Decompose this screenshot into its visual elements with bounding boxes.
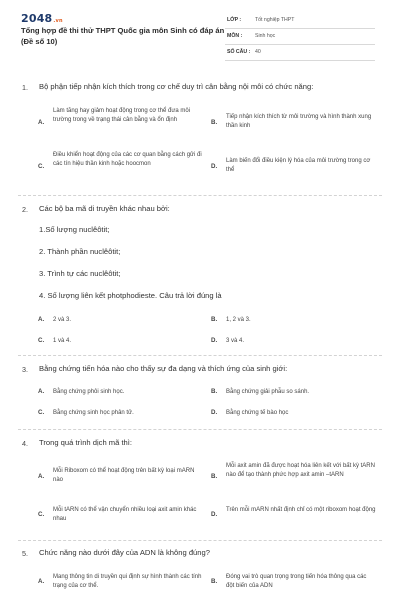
option-letter: A. [38, 578, 45, 585]
option-b[interactable] [211, 461, 376, 493]
option-letter: A. [38, 316, 45, 323]
divider [18, 429, 382, 430]
meta-row-class [225, 13, 375, 29]
meta-key: LỚP : [227, 17, 242, 23]
option-text: Đóng vai trò quan trọng trong tiến hóa thông qua các đột biến của ADN [226, 574, 367, 589]
statement: 4. Số lượng liên kết photphodieste. Câu trả lời đúng là [39, 291, 222, 300]
question-text: Các bộ ba mã di truyền khác nhau bởi: [39, 204, 170, 213]
option-letter: B. [211, 388, 218, 395]
divider [18, 355, 382, 356]
option-text: Bằng chứng tế bào học [226, 410, 289, 416]
option-letter: A. [38, 119, 45, 126]
option-text: Điều khiển hoạt động của các cơ quan bằng cách gửi đi các tín hiệu thần kinh hoặc hoocmon [53, 152, 202, 167]
logo-suffix: .vn [53, 18, 63, 24]
document-header [0, 0, 400, 74]
meta-value: 40 [255, 49, 261, 55]
option-text: Bằng chứng phôi sinh học. [53, 389, 125, 395]
option-d[interactable] [211, 336, 376, 348]
question-text: Bộ phận tiếp nhận kích thích trong cơ chế duy trì cân bằng nội môi có chức năng: [39, 82, 314, 91]
question-number: 3. [22, 365, 28, 374]
option-text: 3 và 4. [226, 338, 245, 344]
option-d[interactable] [211, 149, 376, 189]
option-text: Làm biến đổi điều kiện lý hóa của môi trường trong cơ thể [226, 158, 371, 173]
divider [18, 195, 382, 196]
option-text: 1 và 4. [53, 338, 72, 344]
option-letter: D. [211, 163, 218, 170]
option-letter: B. [211, 473, 218, 480]
question-3 [0, 362, 400, 424]
option-text: Mỗi Riboxom có thể hoạt động trên bất kỳ loại mARN nào [53, 468, 195, 483]
option-b[interactable] [211, 387, 376, 399]
option-c[interactable] [38, 149, 203, 189]
option-text: 1, 2 và 3. [226, 317, 251, 323]
option-letter: A. [38, 473, 45, 480]
meta-value: Tốt nghiệp THPT [255, 17, 295, 23]
option-text: Trên mỗi mARN nhất định chỉ có một riboxom hoạt động [226, 507, 376, 513]
statement: 1.Số lượng nuclêôtit; [39, 225, 110, 234]
option-letter: B. [211, 119, 218, 126]
question-number: 1. [22, 83, 28, 92]
document-title: Tổng hợp đề thi thử THPT Quốc gia môn Sinh có đáp án (Đề số 10) [21, 26, 225, 46]
option-b[interactable] [211, 569, 376, 599]
option-letter: B. [211, 578, 218, 585]
divider [18, 540, 382, 541]
option-a[interactable] [38, 461, 203, 493]
option-b[interactable] [211, 105, 376, 145]
question-number: 5. [22, 549, 28, 558]
option-letter: D. [211, 511, 218, 518]
question-4 [0, 436, 400, 536]
option-letter: C. [38, 337, 45, 344]
option-letter: C. [38, 511, 45, 518]
option-a[interactable] [38, 387, 203, 399]
option-letter: C. [38, 163, 45, 170]
question-1 [0, 80, 400, 188]
option-c[interactable] [38, 336, 203, 348]
option-text: Mỗi axit amin đã được hoạt hóa liên kết với bất kỳ tARN nào để tạo thành phức hợp axit amin –tARN [226, 463, 375, 478]
option-c[interactable] [38, 502, 203, 534]
meta-value: Sinh học [255, 33, 276, 39]
option-letter: C. [38, 409, 45, 416]
option-a[interactable] [38, 569, 203, 599]
statement: 3. Trình tự các nuclêôtit; [39, 269, 121, 278]
option-letter: A. [38, 388, 45, 395]
option-a[interactable] [38, 105, 203, 145]
question-text: Bằng chứng tiến hóa nào cho thấy sự đa dạng và thích ứng của sinh giới: [39, 364, 288, 373]
option-text: Tiếp nhận kích thích từ môi trường và hình thành xung thần kinh [226, 114, 372, 129]
option-text: Mỗi tARN có thể vận chuyển nhiều loại axit amin khác nhau [53, 507, 197, 522]
question-text: Trong quá trình dịch mã thì: [39, 438, 133, 447]
logo-text: 2048 [21, 12, 53, 25]
question-2 [0, 202, 400, 350]
meta-row-subject [225, 29, 375, 45]
option-a[interactable] [38, 315, 203, 327]
option-letter: B. [211, 316, 218, 323]
option-text: Mang thông tin di truyền qui định sự hình thành các tính trạng của cơ thể. [53, 574, 202, 589]
question-5 [0, 546, 400, 600]
option-b[interactable] [211, 315, 376, 327]
option-letter: D. [211, 409, 218, 416]
option-text: 2 và 3. [53, 317, 72, 323]
option-d[interactable] [211, 408, 376, 420]
meta-key: MÔN : [227, 33, 243, 39]
meta-table [225, 13, 375, 61]
meta-row-count [225, 45, 375, 61]
option-text: Bằng chứng giải phẫu so sánh. [226, 389, 310, 395]
option-text: Bằng chứng sinh học phân tử. [53, 410, 134, 416]
question-text: Chức năng nào dưới đây của ADN là không đúng? [39, 548, 210, 557]
question-number: 4. [22, 439, 28, 448]
meta-key: SỐ CÂU : [227, 49, 251, 55]
option-letter: D. [211, 337, 218, 344]
site-logo[interactable] [21, 12, 63, 25]
option-c[interactable] [38, 408, 203, 420]
option-text: Làm tăng hay giảm hoạt động trong cơ thể đưa môi trường trong về trạng thái cân bằng và ổn định [53, 108, 191, 123]
option-d[interactable] [211, 502, 376, 534]
question-number: 2. [22, 205, 28, 214]
statement: 2. Thành phần nuclêôtit; [39, 247, 121, 256]
